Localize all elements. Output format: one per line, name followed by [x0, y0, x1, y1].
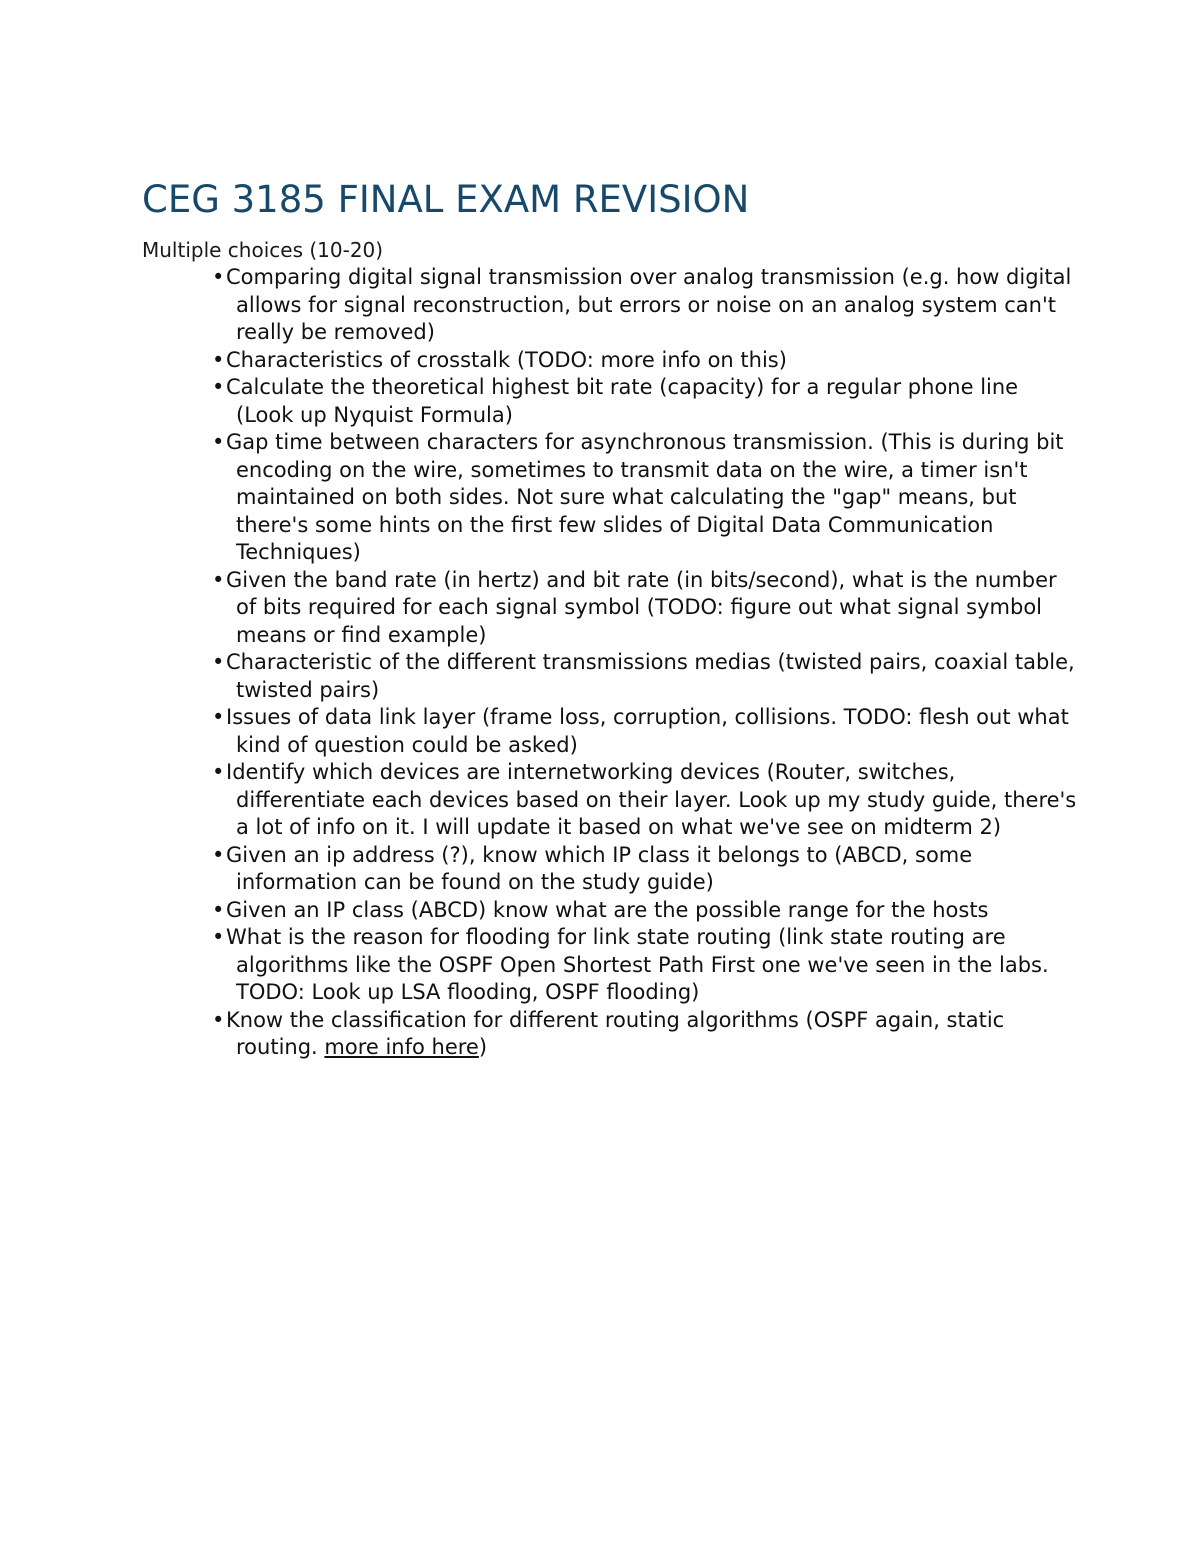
- list-item-text: Comparing digital signal transmission over analog transmission (e.g. how digital allows for signal reconstruction, but errors or noise on an analog system can't really be removed): [226, 265, 1072, 344]
- list-item: [198, 924, 1078, 1007]
- list-item: [198, 704, 1078, 759]
- list-item-text: Characteristics of crosstalk (TODO: more info on this): [226, 347, 787, 372]
- list-item-text: Given an ip address (?), know which IP class it belongs to (ABCD, some information can be found on the study guide): [226, 842, 973, 894]
- list-item: [198, 842, 1078, 897]
- bullet-icon: •: [212, 925, 225, 949]
- list-item-text: Characteristic of the different transmissions medias (twisted pairs, coaxial table, twisted pairs): [226, 650, 1075, 702]
- bullet-icon: •: [212, 1007, 225, 1032]
- bullet-icon: •: [212, 567, 225, 592]
- list-item: [198, 374, 1078, 429]
- list-item-text: Given the band rate (in hertz) and bit rate (in bits/second), what is the number of bits required for each signal symbol (TODO: figure out what signal symbol means or find example): [226, 567, 1057, 647]
- list-item: [198, 264, 1078, 347]
- bullet-icon: •: [212, 347, 225, 372]
- list-item: [198, 567, 1078, 650]
- list-item: [198, 1007, 1078, 1062]
- bullet-icon: •: [212, 705, 225, 729]
- bullet-list: [198, 264, 1078, 1062]
- bullet-icon: •: [212, 265, 225, 289]
- list-item: [198, 649, 1078, 704]
- list-item-text: Calculate the theoretical highest bit rate (capacity) for a regular phone line (Look up Nyquist Formula): [226, 375, 1019, 427]
- list-item-text: Know the classification for different routing algorithms (OSPF again, static routing.: [226, 1007, 1005, 1059]
- list-item-text: Issues of data link layer (frame loss, corruption, collisions. TODO: flesh out what kind of question could be asked): [226, 705, 1069, 757]
- bullet-icon: •: [212, 650, 225, 674]
- bullet-icon: •: [212, 430, 225, 454]
- page-title: CEG 3185 FINAL EXAM REVISION: [142, 178, 750, 221]
- list-item-text-end: ): [478, 1035, 488, 1059]
- more-info-link[interactable]: more info here: [324, 1035, 479, 1059]
- list-item: [198, 759, 1078, 842]
- bullet-icon: •: [212, 842, 225, 867]
- list-item: [198, 429, 1078, 567]
- list-item-text: Identify which devices are internetworking devices (Router, switches, differentiate each devices based on their layer. Look up my study guide, there's a lot of info on it. I will update it based on what we've see on midterm 2): [226, 760, 1077, 839]
- list-item-text: Gap time between characters for asynchronous transmission. (This is during bit encoding on the wire, sometimes to transmit data on the wire, a timer isn't maintained on both sides. Not sure what calculating the "gap" means, but there's some hints on the first few slides of Digital Data Communication Techniques): [226, 430, 1064, 564]
- list-item-text: What is the reason for flooding for link state routing (link state routing are algorithms like the OSPF Open Shortest Path First one we've seen in the labs. TODO: Look up LSA flooding, OSPF flooding): [226, 925, 1049, 1004]
- list-item: [198, 347, 1078, 375]
- bullet-icon: •: [212, 897, 225, 922]
- list-item-text: Given an IP class (ABCD) know what are the possible range for the hosts: [226, 897, 989, 922]
- bullet-icon: •: [212, 760, 225, 784]
- list-item: [198, 897, 1078, 925]
- section-heading: Multiple choices (10-20): [142, 238, 384, 262]
- bullet-icon: •: [212, 375, 225, 399]
